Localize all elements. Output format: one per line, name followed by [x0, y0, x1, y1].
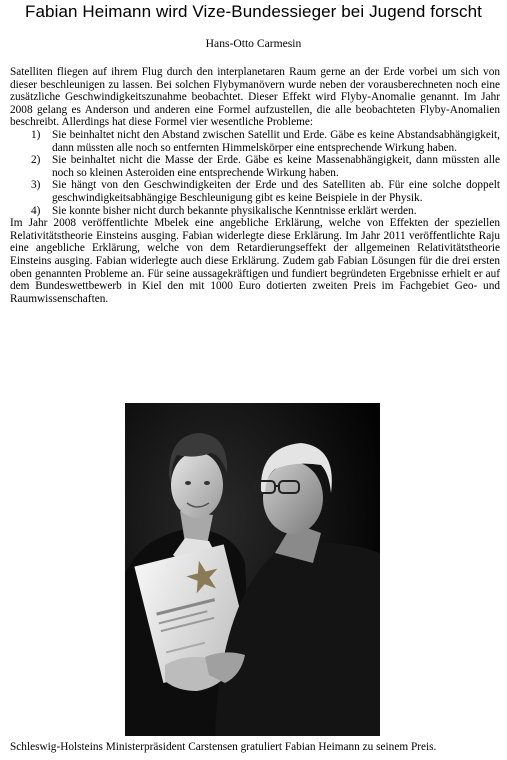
- list-item-number: 3): [31, 179, 41, 192]
- list-item-number: 2): [31, 154, 41, 167]
- author-name: Hans-Otto Carmesin: [205, 37, 302, 50]
- list-item: [10, 129, 500, 154]
- list-item-text: Sie konnte bisher nicht durch bekannte physikalische Kenntnisse erklärt werden.: [52, 204, 417, 217]
- article-body: [10, 66, 500, 305]
- list-item-text: Sie beinhaltet nicht die Masse der Erde. Gäbe es keine Massenabhängigkeit, dann müssten alle noch so kleinen Asteroiden eine entsprechende Wirkung haben.: [52, 154, 500, 179]
- award-photo-illustration: [125, 403, 380, 736]
- list-item-number: 1): [31, 128, 41, 141]
- conclusion-paragraph: Im Jahr 2008 veröffentlichte Mbelek eine angebliche Erklärung, welche von Effekten der speziellen Relativitätstheorie Einsteins ausging. Fabian widerlegte diese Erklärung. Im Jahr 2011 veröffentlichte Raju eine angebliche Erklärung, welche von dem Retardierungseffekt der allgemeinen Relativitätstheorie Einsteins ausging. Fabian widerlegte auch diese Erklärung. Zudem gab Fabian Lösungen für die drei ersten oben genannten Probleme an. Für seine aussagekräftigen und fundiert begründeten Ergebnisse erhielt er auf dem Bundeswettbewerb in Kiel den mit 1000 Euro dotierten zweiten Preis im Fachgebiet Geo- und Raumwissenschaften.: [10, 217, 500, 305]
- photo-caption: Schleswig-Holsteins Ministerpräsident Carstensen gratuliert Fabian Heimann zu seinem Preis.: [10, 741, 437, 753]
- list-item: [10, 154, 500, 179]
- problem-list: [10, 129, 500, 217]
- list-item-number: 4): [31, 204, 41, 217]
- list-item-text: Sie hängt von den Geschwindigkeiten der Erde und des Satelliten ab. Für eine solche doppelt geschwindigkeitsabhängige Beschleunigung gibt es keine Beispiele in der Physik.: [52, 179, 500, 204]
- list-item: [10, 179, 500, 204]
- intro-paragraph: Satelliten fliegen auf ihrem Flug durch den interplanetaren Raum gerne an der Erde vorbei um sich von dieser beschleunigen zu lassen. Bei solchen Flybymanövern wurde neben der vorausberechneten noch eine zusätzliche Geschwindigkeitszunahme beobachtet. Dieser Effekt wird Flyby-Anomalie genannt. Im Jahr 2008 gelang es Anderson und anderen eine Formel aufzustellen, die alle beobachteten Flyby-Anomalien beschreibt. Allerdings hat diese Formel vier wesentliche Probleme:: [10, 66, 500, 129]
- award-photo: [125, 403, 380, 736]
- article-title: Fabian Heimann wird Vize-Bundessieger bei Jugend forscht: [25, 2, 482, 21]
- list-item-text: Sie beinhaltet nicht den Abstand zwischen Satellit und Erde. Gäbe es keine Abstandsabhängigkeit, dann müssten alle noch so entfernten Himmelskörper eine entsprechende Wirkung haben.: [52, 128, 500, 154]
- list-item: [10, 205, 500, 218]
